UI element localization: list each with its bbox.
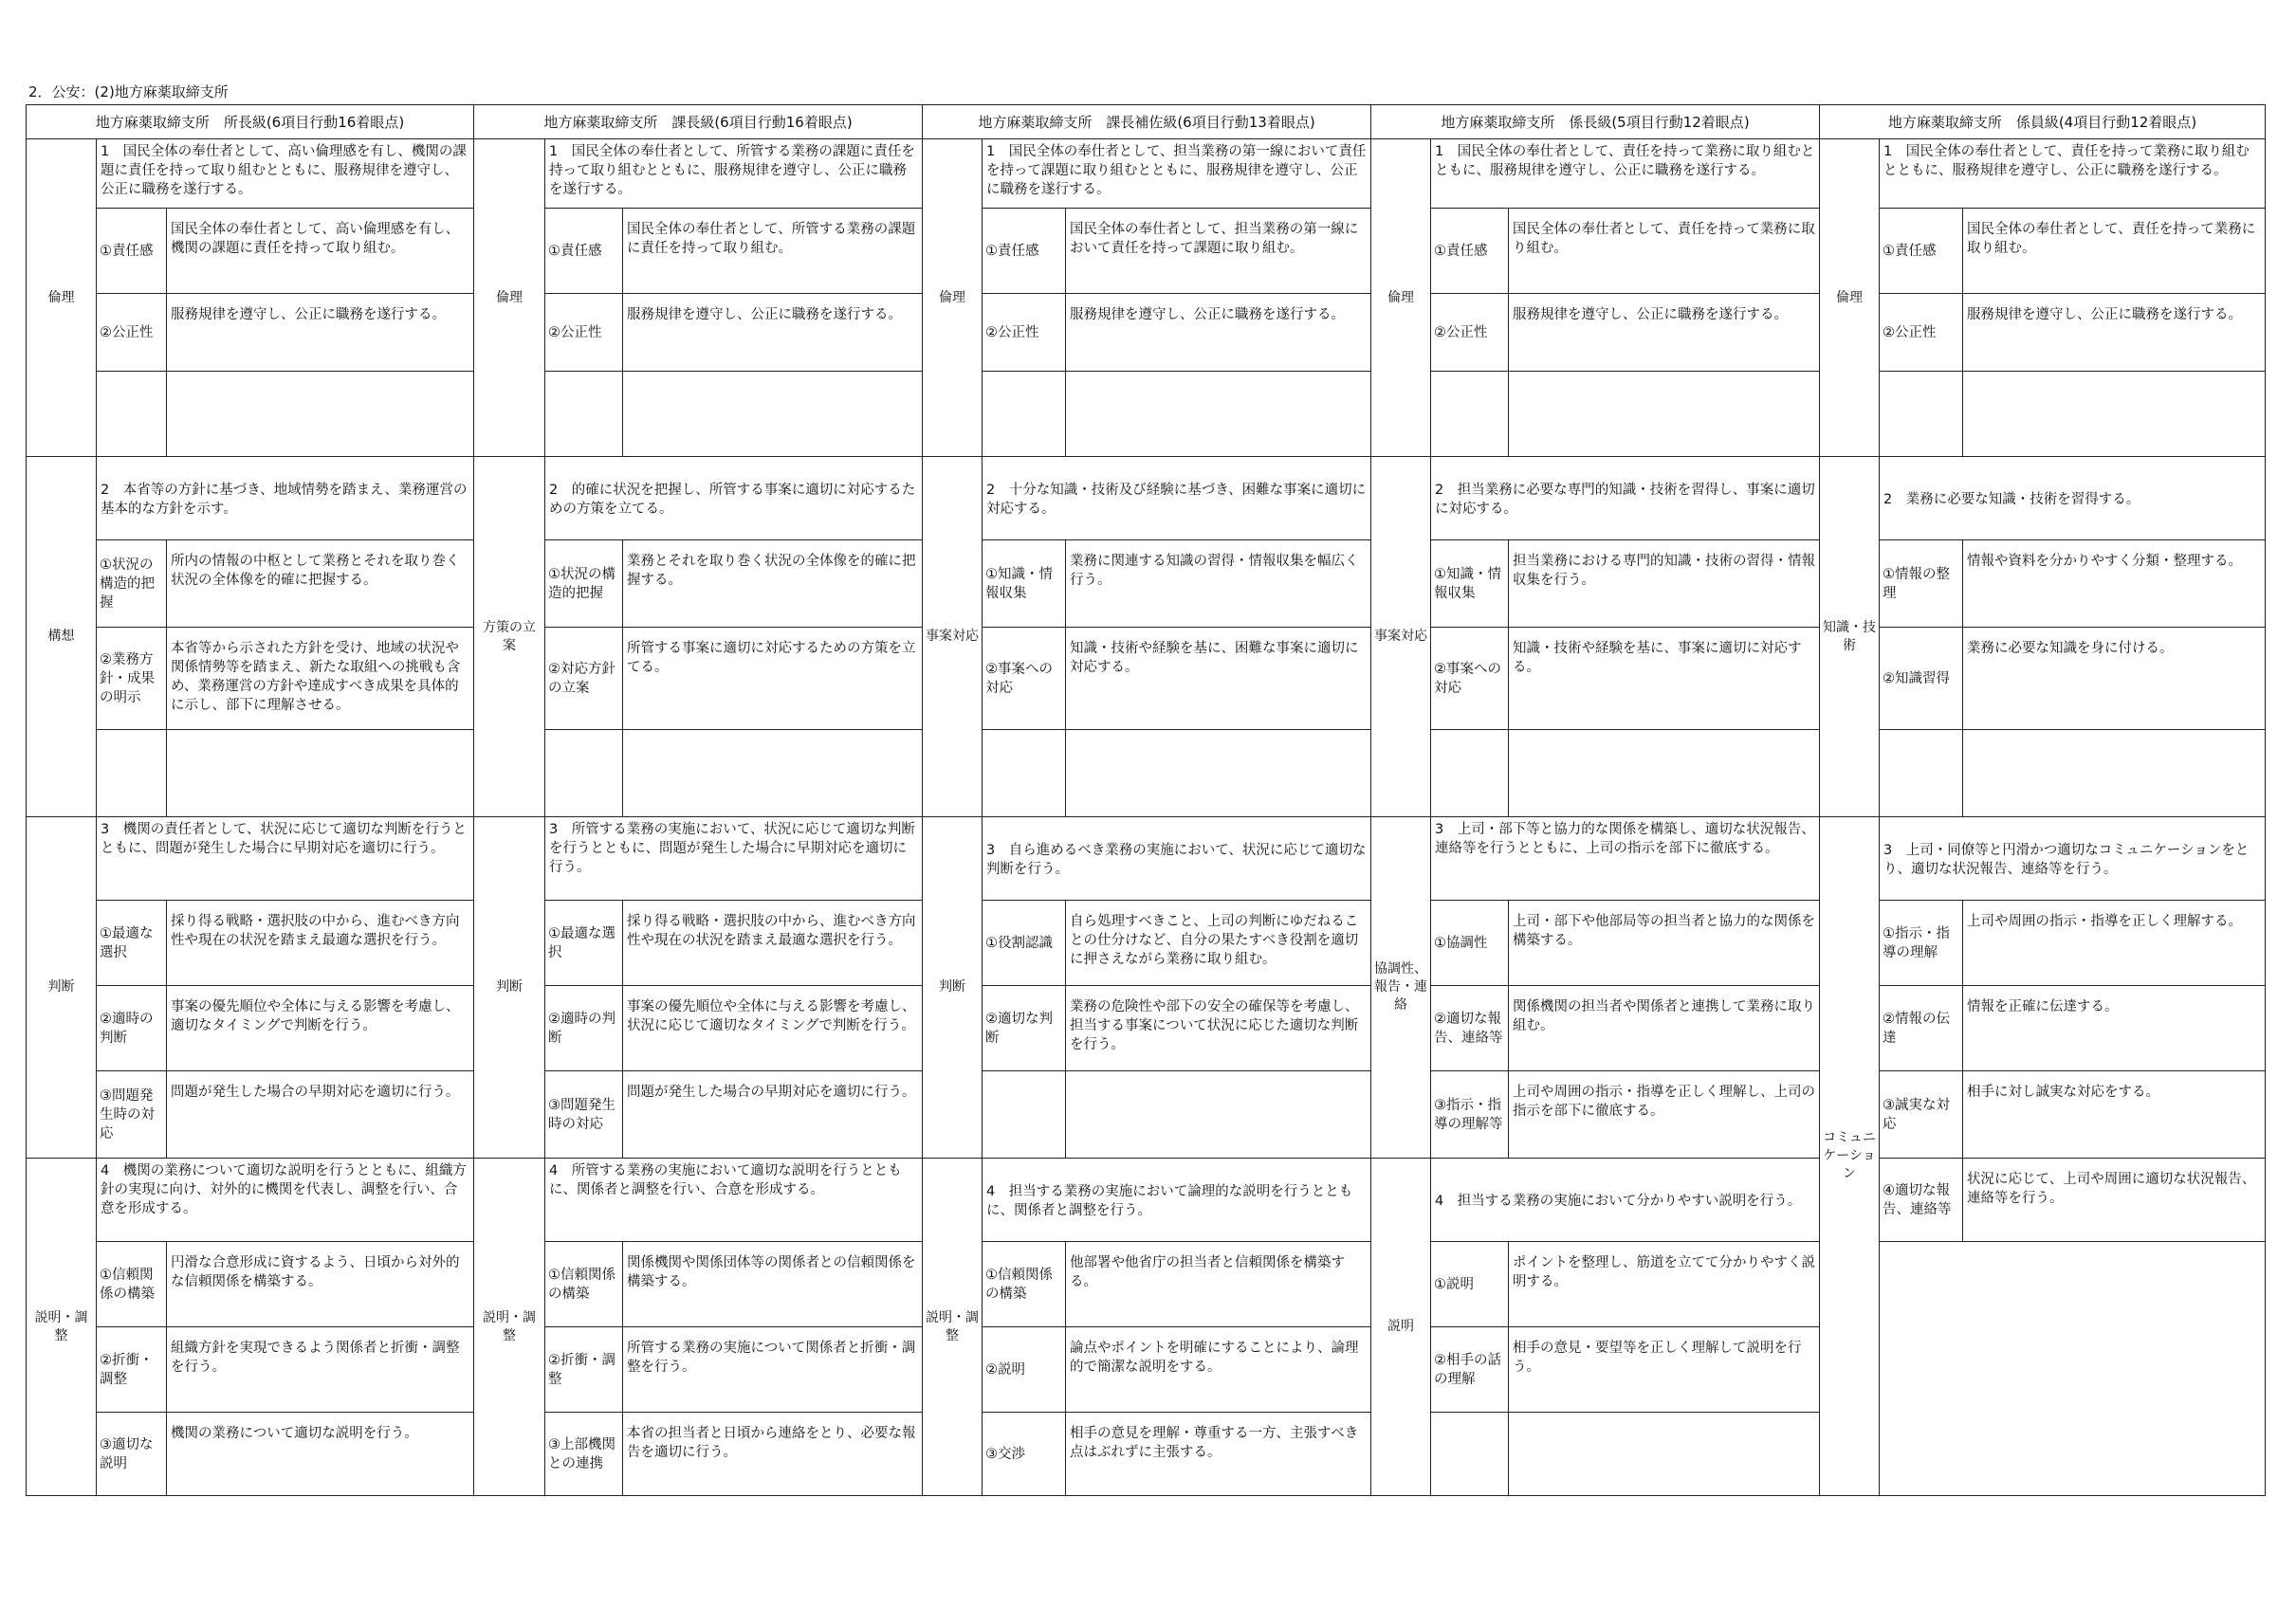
criterion-description: 状況に応じて、上司や周囲に適切な状況報告、連絡等を行う。 bbox=[1967, 1172, 2256, 1206]
criterion-description bbox=[1963, 730, 2266, 817]
criterion-description: 国民全体の奉仕者として、高い倫理感を有し、機関の課題に責任を持って取り組む。 bbox=[171, 222, 460, 256]
section-category: 倫理 bbox=[26, 139, 97, 456]
criterion-row bbox=[97, 540, 474, 628]
criterion-row bbox=[1880, 1159, 2266, 1242]
criterion-label: ②適時の判断 bbox=[545, 986, 623, 1070]
criterion-description bbox=[1963, 372, 2266, 457]
criterion-label: ③問題発生時の対応 bbox=[545, 1071, 623, 1159]
criterion-description: 機関の業務について適切な説明を行う。 bbox=[171, 1426, 418, 1441]
grade-column bbox=[26, 104, 474, 1496]
section-goal-row bbox=[97, 1159, 474, 1242]
criterion-row bbox=[983, 209, 1371, 294]
criterion-label: ②公正性 bbox=[97, 294, 167, 371]
criterion-label: ②公正性 bbox=[1880, 294, 1963, 371]
criterion-description: 業務に関連する知識の習得・情報収集を幅広く行う。 bbox=[1070, 554, 1359, 588]
section-goal: 3 上司・同僚等と円滑かつ適切なコミュニケーションをとり、適切な状況報告、連絡等を行う。 bbox=[1883, 843, 2250, 877]
section-category: 方策の立案 bbox=[474, 457, 545, 816]
criterion-row bbox=[1880, 1071, 2266, 1159]
criterion-description bbox=[1066, 730, 1371, 817]
criterion-label bbox=[1880, 372, 1963, 457]
criterion-label: ①責任感 bbox=[983, 209, 1066, 293]
section-block bbox=[923, 457, 1371, 817]
criterion-label: ①知識・情報収集 bbox=[1431, 540, 1509, 627]
section-goal: 2 担当業務に必要な専門的知識・技術を習得し、事案に適切に対応する。 bbox=[1435, 483, 1815, 517]
section-category: 説明・調整 bbox=[923, 1159, 983, 1495]
criterion-label bbox=[1431, 1413, 1509, 1496]
section-goal-row bbox=[1431, 1159, 1820, 1242]
criterion-description: 事案の優先順位や全体に与える影響を考慮し、適切なタイミングで判断を行う。 bbox=[171, 999, 460, 1033]
criterion-row bbox=[545, 901, 923, 986]
section-goal-row bbox=[545, 817, 923, 901]
section-goal: 1 国民全体の奉仕者として、責任を持って業務に取り組むとともに、服務規律を遵守し、公正に職務を遂行する。 bbox=[1435, 144, 1815, 178]
criterion-description: 業務に必要な知識を身に付ける。 bbox=[1967, 641, 2174, 656]
criterion-description: 服務規律を遵守し、公正に職務を遂行する。 bbox=[1967, 307, 2242, 322]
criterion-row bbox=[97, 1413, 474, 1496]
section-block bbox=[26, 457, 474, 817]
evaluation-table bbox=[26, 104, 2266, 1496]
criterion-description: 事案の優先順位や全体に与える影響を考慮し、状況に応じて適切なタイミングで判断を行う。 bbox=[627, 999, 916, 1033]
criterion-description: 問題が発生した場合の早期対応を適切に行う。 bbox=[627, 1085, 916, 1100]
criterion-label: ②事案への対応 bbox=[983, 628, 1066, 729]
section-goal: 1 国民全体の奉仕者として、担当業務の第一線において責任を持って課題に取り組むとともに、服務規律を遵守し、公正に職務を遂行する。 bbox=[986, 144, 1367, 197]
criterion-row bbox=[983, 730, 1371, 817]
criterion-description: 関係機関の担当者や関係者と連携して業務に取り組む。 bbox=[1513, 999, 1815, 1033]
section-category: 知識・技術 bbox=[1820, 457, 1880, 816]
grade-column bbox=[1820, 104, 2266, 1496]
criterion-label: ①責任感 bbox=[545, 209, 623, 293]
criterion-label: ①情報の整理 bbox=[1880, 540, 1963, 627]
criterion-description: 服務規律を遵守し、公正に職務を遂行する。 bbox=[1513, 307, 1788, 322]
section-goal: 4 担当する業務の実施において論理的な説明を行うとともに、関係者と調整を行う。 bbox=[986, 1184, 1353, 1218]
criterion-description: 相手の意見・要望等を正しく理解して説明を行う。 bbox=[1513, 1341, 1802, 1375]
criterion-row bbox=[545, 209, 923, 294]
criterion-row bbox=[983, 540, 1371, 628]
criterion-description: 服務規律を遵守し、公正に職務を遂行する。 bbox=[627, 307, 902, 322]
section-goal: 2 業務に必要な知識・技術を習得する。 bbox=[1883, 492, 2140, 507]
section-goal: 2 本省等の方針に基づき、地域情勢を踏まえ、業務運営の基本的な方針を示す。 bbox=[101, 483, 468, 517]
criterion-row bbox=[1431, 628, 1820, 730]
section-goal-row bbox=[97, 457, 474, 540]
section-goal-row bbox=[97, 817, 474, 901]
criterion-description: 円滑な合意形成に資するよう、日頃から対外的な信頼関係を構築する。 bbox=[171, 1255, 460, 1289]
section-goal-row bbox=[1880, 139, 2266, 209]
criterion-description: 所内の情報の中枢として業務とそれを取り巻く状況の全体像を的確に把握する。 bbox=[171, 554, 460, 588]
criterion-description: 関係機関や関係団体等の関係者との信頼関係を構築する。 bbox=[627, 1255, 916, 1289]
section-category: 倫理 bbox=[1820, 139, 1880, 456]
criterion-label bbox=[983, 730, 1066, 817]
criterion-row bbox=[545, 294, 923, 372]
section-block bbox=[1820, 457, 2266, 817]
criterion-row bbox=[1431, 209, 1820, 294]
criterion-description: 国民全体の奉仕者として、所管する業務の課題に責任を持って取り組む。 bbox=[627, 222, 916, 256]
criterion-row bbox=[1431, 1242, 1820, 1327]
criterion-description: 論点やポイントを明確にすることにより、論理的で簡潔な説明をする。 bbox=[1070, 1341, 1359, 1375]
criterion-label: ②相手の話の理解 bbox=[1431, 1327, 1509, 1412]
criterion-description: 他部署や他省庁の担当者と信頼関係を構築する。 bbox=[1070, 1255, 1345, 1289]
section-goal-row bbox=[97, 139, 474, 209]
section-goal: 3 所管する業務の実施において、状況に応じて適切な判断を行うとともに、問題が発生した場合に早期対応を適切に行う。 bbox=[549, 822, 915, 875]
criterion-label: ①信頼関係の構築 bbox=[97, 1242, 167, 1326]
criterion-row bbox=[1880, 372, 2266, 457]
criterion-description bbox=[623, 372, 923, 457]
section-goal-row bbox=[545, 457, 923, 540]
criterion-label: ①責任感 bbox=[1880, 209, 1963, 293]
criterion-description bbox=[623, 730, 923, 817]
criterion-label bbox=[1880, 730, 1963, 817]
criterion-label: ①説明 bbox=[1431, 1242, 1509, 1326]
section-block bbox=[26, 817, 474, 1159]
criterion-description: 業務とそれを取り巻く状況の全体像を的確に把握する。 bbox=[627, 554, 916, 588]
section-category: 協調性、報告・連絡 bbox=[1371, 817, 1431, 1158]
criterion-description: 所管する事案に適切に対応するための方策を立てる。 bbox=[627, 641, 916, 675]
column-header: 地方麻薬取締支所 課長補佐級(6項目行動13着眼点) bbox=[923, 104, 1371, 139]
section-category: 判断 bbox=[923, 817, 983, 1158]
section-block bbox=[474, 817, 923, 1159]
section-category: コミュニケーション bbox=[1820, 817, 1880, 1495]
criterion-label: ①状況の構造的把握 bbox=[97, 540, 167, 627]
criterion-row bbox=[97, 1242, 474, 1327]
criterion-label bbox=[983, 1071, 1066, 1159]
criterion-label: ③問題発生時の対応 bbox=[97, 1071, 167, 1159]
criterion-description: 服務規律を遵守し、公正に職務を遂行する。 bbox=[171, 307, 446, 322]
criterion-label: ②適時の判断 bbox=[97, 986, 167, 1070]
criterion-description bbox=[1066, 372, 1371, 457]
criterion-description bbox=[1509, 372, 1820, 457]
criterion-label: ②適切な判断 bbox=[983, 986, 1066, 1070]
section-block bbox=[474, 457, 923, 817]
section-category: 倫理 bbox=[923, 139, 983, 456]
section-goal: 3 機関の責任者として、状況に応じて適切な判断を行うとともに、問題が発生した場合に早期対応を適切に行う。 bbox=[101, 822, 467, 856]
criterion-row bbox=[1431, 901, 1820, 986]
section-category: 倫理 bbox=[474, 139, 545, 456]
criterion-row bbox=[1431, 1071, 1820, 1159]
grade-column bbox=[1371, 104, 1820, 1496]
criterion-row bbox=[545, 986, 923, 1071]
criterion-row bbox=[983, 1413, 1371, 1496]
criterion-description: 採り得る戦略・選択肢の中から、進むべき方向性や現在の状況を踏まえ最適な選択を行う。 bbox=[171, 914, 460, 948]
criterion-description: 情報や資料を分かりやすく分類・整理する。 bbox=[1967, 554, 2242, 569]
criterion-row bbox=[97, 372, 474, 457]
section-goal: 4 担当する業務の実施において分かりやすい説明を行う。 bbox=[1435, 1194, 1802, 1209]
criterion-description: 本省の担当者と日頃から連絡をとり、必要な報告を適切に行う。 bbox=[627, 1426, 916, 1460]
column-header: 地方麻薬取締支所 課長級(6項目行動16着眼点) bbox=[474, 104, 923, 139]
criterion-row bbox=[545, 1242, 923, 1327]
criterion-row bbox=[1880, 628, 2266, 730]
criterion-label: ①状況の構造的把握 bbox=[545, 540, 623, 627]
section-block bbox=[1371, 817, 1820, 1159]
criterion-description: 相手の意見を理解・尊重する一方、主張すべき点はぶれずに主張する。 bbox=[1070, 1426, 1359, 1460]
section-goal: 2 十分な知識・技術及び経験に基づき、困難な事案に適切に対応する。 bbox=[986, 483, 1367, 517]
criterion-description: 知識・技術や経験を基に、事案に適切に対応する。 bbox=[1513, 641, 1802, 675]
criterion-row bbox=[983, 986, 1371, 1071]
criterion-label: ②折衝・調整 bbox=[545, 1327, 623, 1412]
section-goal-row bbox=[983, 817, 1371, 901]
section-category: 事案対応 bbox=[923, 457, 983, 816]
section-goal: 1 国民全体の奉仕者として、高い倫理感を有し、機関の課題に責任を持って取り組むとともに、服務規律を遵守し、公正に職務を遂行する。 bbox=[101, 144, 467, 197]
section-block bbox=[923, 139, 1371, 457]
criterion-row bbox=[1431, 1413, 1820, 1496]
criterion-row bbox=[97, 1327, 474, 1413]
criterion-row bbox=[983, 628, 1371, 730]
page-caption: 2．公安：(2)地方麻薬取締支所 bbox=[28, 83, 229, 100]
criterion-label: ③上部機関との連携 bbox=[545, 1413, 623, 1496]
criterion-row bbox=[545, 1413, 923, 1496]
criterion-row bbox=[1431, 540, 1820, 628]
section-goal: 1 国民全体の奉仕者として、所管する業務の課題に責任を持って取り組むとともに、服務規律を遵守し、公正に職務を遂行する。 bbox=[549, 144, 915, 197]
section-goal: 2 的確に状況を把握し、所管する事案に適切に対応するための方策を立てる。 bbox=[549, 483, 916, 517]
criterion-label: ②公正性 bbox=[983, 294, 1066, 371]
criterion-row bbox=[1431, 372, 1820, 457]
section-goal-row bbox=[1431, 139, 1820, 209]
section-goal-row bbox=[983, 139, 1371, 209]
criterion-description: 国民全体の奉仕者として、担当業務の第一線において責任を持って課題に取り組む。 bbox=[1070, 222, 1359, 256]
criterion-label: ①指示・指導の理解 bbox=[1880, 901, 1963, 985]
section-block bbox=[26, 139, 474, 457]
criterion-label: ③適切な説明 bbox=[97, 1413, 167, 1496]
section-block bbox=[923, 817, 1371, 1159]
criterion-label bbox=[545, 372, 623, 457]
section-block bbox=[1371, 139, 1820, 457]
criterion-label: ②対応方針の立案 bbox=[545, 628, 623, 729]
criterion-label: ②業務方針・成果の明示 bbox=[97, 628, 167, 729]
criterion-description: 国民全体の奉仕者として、責任を持って業務に取り組む。 bbox=[1967, 222, 2256, 256]
criterion-label: ①協調性 bbox=[1431, 901, 1509, 985]
section-goal: 4 所管する業務の実施において適切な説明を行うとともに、関係者と調整を行い、合意を形成する。 bbox=[549, 1163, 902, 1197]
criterion-row bbox=[545, 540, 923, 628]
criterion-row bbox=[1880, 540, 2266, 628]
section-block bbox=[1371, 457, 1820, 817]
section-goal-row bbox=[545, 139, 923, 209]
criterion-row bbox=[545, 1071, 923, 1159]
criterion-label: ②適切な報告、連絡等 bbox=[1431, 986, 1509, 1070]
criterion-label: ①責任感 bbox=[1431, 209, 1509, 293]
section-goal-row bbox=[1431, 457, 1820, 540]
criterion-label: ②折衝・調整 bbox=[97, 1327, 167, 1412]
grade-column bbox=[923, 104, 1371, 1496]
criterion-label: ③指示・指導の理解等 bbox=[1431, 1071, 1509, 1159]
criterion-row bbox=[97, 1071, 474, 1159]
criterion-description bbox=[167, 730, 474, 817]
column-header: 地方麻薬取締支所 所長級(6項目行動16着眼点) bbox=[26, 104, 474, 139]
criterion-description: 所管する業務の実施について関係者と折衝・調整を行う。 bbox=[627, 1341, 916, 1375]
criterion-row bbox=[1431, 730, 1820, 817]
criterion-description bbox=[167, 372, 474, 457]
section-goal: 1 国民全体の奉仕者として、責任を持って業務に取り組むとともに、服務規律を遵守し、公正に職務を遂行する。 bbox=[1883, 144, 2250, 178]
criterion-row bbox=[983, 1242, 1371, 1327]
criterion-row bbox=[97, 209, 474, 294]
criterion-label: ②情報の伝達 bbox=[1880, 986, 1963, 1070]
section-goal: 3 自ら進めるべき業務の実施において、状況に応じて適切な判断を行う。 bbox=[986, 843, 1367, 877]
criterion-description: 上司や周囲の指示・指導を正しく理解する。 bbox=[1967, 914, 2242, 929]
criterion-row bbox=[1880, 209, 2266, 294]
section-goal: 4 機関の業務について適切な説明を行うとともに、組織方針の実現に向け、対外的に機関を代表し、調整を行い、合意を形成する。 bbox=[101, 1163, 467, 1216]
section-block bbox=[1371, 1159, 1820, 1496]
criterion-label: ①知識・情報収集 bbox=[983, 540, 1066, 627]
criterion-label bbox=[1431, 372, 1509, 457]
criterion-label: ②公正性 bbox=[545, 294, 623, 371]
criterion-row bbox=[545, 372, 923, 457]
criterion-label: ①最適な選択 bbox=[97, 901, 167, 985]
criterion-description: 採り得る戦略・選択肢の中から、進むべき方向性や現在の状況を踏まえ最適な選択を行う。 bbox=[627, 914, 916, 948]
criterion-row bbox=[1431, 1327, 1820, 1413]
criterion-row bbox=[983, 1071, 1371, 1159]
criterion-description: 知識・技術や経験を基に、困難な事案に適切に対応する。 bbox=[1070, 641, 1359, 675]
criterion-description bbox=[1509, 1413, 1820, 1496]
criterion-label bbox=[983, 372, 1066, 457]
criterion-row bbox=[1880, 294, 2266, 372]
section-category: 判断 bbox=[474, 817, 545, 1158]
criterion-row bbox=[983, 372, 1371, 457]
criterion-row bbox=[97, 294, 474, 372]
criterion-label bbox=[97, 730, 167, 817]
section-goal-row bbox=[983, 457, 1371, 540]
criterion-label: ①役割認識 bbox=[983, 901, 1066, 985]
criterion-description: 国民全体の奉仕者として、責任を持って業務に取り組む。 bbox=[1513, 222, 1815, 256]
criterion-row bbox=[1431, 986, 1820, 1071]
criterion-label: ③交渉 bbox=[983, 1413, 1066, 1496]
criterion-description: 組織方針を実現できるよう関係者と折衝・調整を行う。 bbox=[171, 1341, 460, 1375]
criterion-label bbox=[545, 730, 623, 817]
criterion-description: 服務規律を遵守し、公正に職務を遂行する。 bbox=[1070, 307, 1345, 322]
criterion-description: ポイントを整理し、筋道を立てて分かりやすく説明する。 bbox=[1513, 1255, 1815, 1289]
section-block bbox=[1820, 817, 2266, 1496]
criterion-description: 担当業務における専門的知識・技術の習得・情報収集を行う。 bbox=[1513, 554, 1815, 588]
criterion-description bbox=[1066, 1071, 1371, 1159]
criterion-description: 業務の危険性や部下の安全の確保等を考慮し、担当する事案について状況に応じた適切な判断を行う。 bbox=[1070, 999, 1359, 1052]
criterion-row bbox=[97, 986, 474, 1071]
criterion-label: ①信頼関係の構築 bbox=[983, 1242, 1066, 1326]
criterion-row bbox=[983, 294, 1371, 372]
criterion-description: 本省等から示された方針を受け、地域の状況や関係情勢等を踏まえ、新たな取組への挑戦も含め、業務運営の方針や達成すべき成果を具体的に示し、部下に理解させる。 bbox=[171, 641, 461, 713]
criterion-row bbox=[97, 730, 474, 817]
criterion-description: 情報を正確に伝達する。 bbox=[1967, 999, 2119, 1014]
criterion-label bbox=[1431, 730, 1509, 817]
section-category: 構想 bbox=[26, 457, 97, 816]
section-goal-row bbox=[1880, 817, 2266, 901]
criterion-label: ④適切な報告、連絡等 bbox=[1880, 1159, 1963, 1241]
criterion-row bbox=[1431, 294, 1820, 372]
column-header: 地方麻薬取締支所 係長級(5項目行動12着眼点) bbox=[1371, 104, 1820, 139]
section-category: 判断 bbox=[26, 817, 97, 1158]
criterion-description: 上司や周囲の指示・指導を正しく理解し、上司の指示を部下に徹底する。 bbox=[1513, 1085, 1815, 1119]
criterion-label: ①責任感 bbox=[97, 209, 167, 293]
criterion-row bbox=[545, 730, 923, 817]
criterion-label: ②知識習得 bbox=[1880, 628, 1963, 729]
section-goal-row bbox=[983, 1159, 1371, 1242]
criterion-row bbox=[1880, 730, 2266, 817]
section-block bbox=[474, 139, 923, 457]
section-goal-row bbox=[545, 1159, 923, 1242]
criterion-label: ③誠実な対応 bbox=[1880, 1071, 1963, 1158]
grade-column bbox=[474, 104, 923, 1496]
criterion-row bbox=[545, 628, 923, 730]
criterion-row bbox=[983, 1327, 1371, 1413]
criterion-row bbox=[545, 1327, 923, 1413]
section-category: 説明・調整 bbox=[26, 1159, 97, 1495]
criterion-description: 相手に対し誠実な対応をする。 bbox=[1967, 1085, 2159, 1100]
criterion-label: ②説明 bbox=[983, 1327, 1066, 1412]
section-goal-row bbox=[1880, 457, 2266, 540]
criterion-description: 上司・部下や他部局等の担当者と協力的な関係を構築する。 bbox=[1513, 914, 1815, 948]
criterion-label: ②事案への対応 bbox=[1431, 628, 1509, 729]
criterion-row bbox=[97, 628, 474, 730]
section-category: 説明・調整 bbox=[474, 1159, 545, 1495]
section-category: 倫理 bbox=[1371, 139, 1431, 456]
section-category: 事案対応 bbox=[1371, 457, 1431, 816]
section-block bbox=[923, 1159, 1371, 1496]
section-block bbox=[1820, 139, 2266, 457]
section-block bbox=[474, 1159, 923, 1496]
section-goal: 3 上司・部下等と協力的な関係を構築し、適切な状況報告、連絡等を行うとともに、上司の指示を部下に徹底する。 bbox=[1435, 822, 1815, 856]
criterion-description bbox=[1509, 730, 1820, 817]
section-block bbox=[26, 1159, 474, 1496]
criterion-row bbox=[1880, 901, 2266, 986]
criterion-description: 問題が発生した場合の早期対応を適切に行う。 bbox=[171, 1085, 460, 1100]
section-goal-row bbox=[1431, 817, 1820, 901]
column-header: 地方麻薬取締支所 係員級(4項目行動12着眼点) bbox=[1820, 104, 2266, 139]
criterion-label: ①最適な選択 bbox=[545, 901, 623, 985]
criterion-row bbox=[97, 901, 474, 986]
criterion-row bbox=[1880, 986, 2266, 1071]
criterion-row bbox=[983, 901, 1371, 986]
criterion-label: ②公正性 bbox=[1431, 294, 1509, 371]
criterion-label: ①信頼関係の構築 bbox=[545, 1242, 623, 1326]
criterion-description: 自ら処理すべきこと、上司の判断にゆだねることの仕分けなど、自分の果たすべき役割を適切に押さえながら業務に取り組む。 bbox=[1070, 914, 1359, 967]
criterion-label bbox=[97, 372, 167, 457]
section-category: 説明 bbox=[1371, 1159, 1431, 1495]
